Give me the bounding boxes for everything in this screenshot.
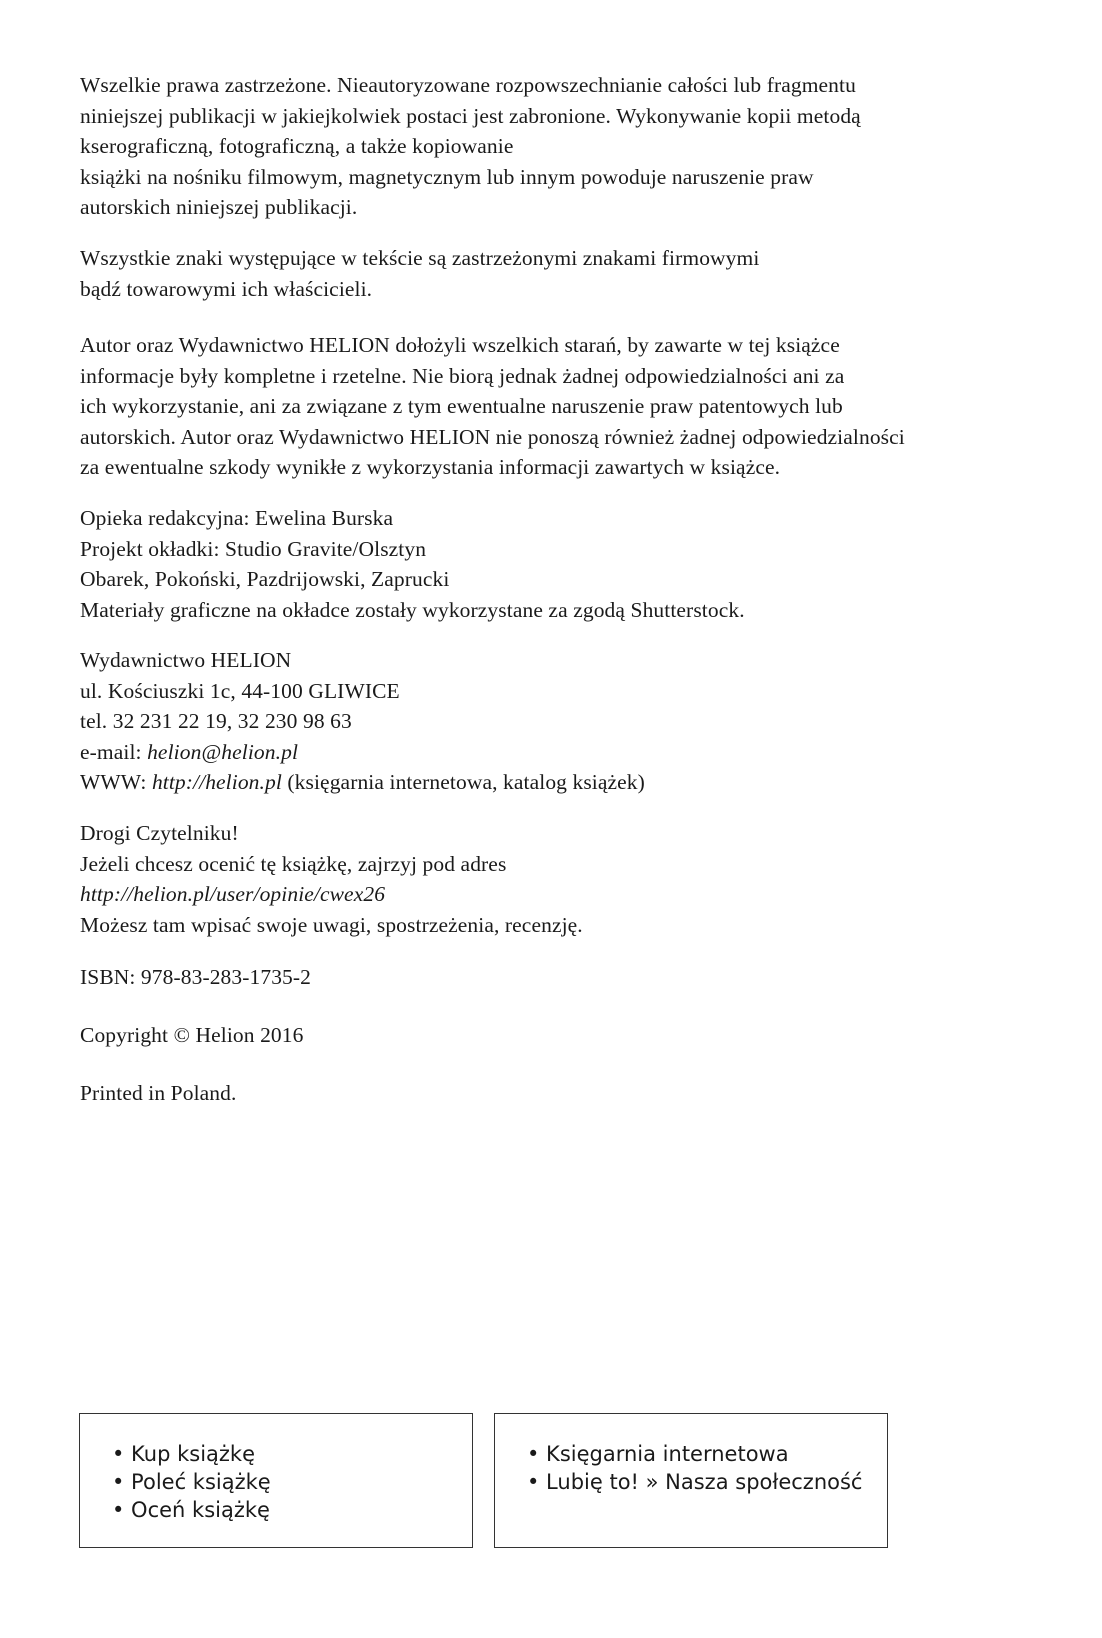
online-bookstore-link[interactable]: • Księgarnia internetowa — [527, 1442, 789, 1466]
community-link[interactable]: • Lubię to! » Nasza społeczność — [527, 1470, 863, 1494]
trademarks-paragraph — [80, 243, 1040, 304]
rights-line: książki na nośniku filmowym, magnetycznym lub innym powoduje naruszenie praw — [80, 164, 814, 189]
www-link[interactable]: http://helion.pl — [151, 770, 282, 794]
isbn-paragraph — [80, 962, 1040, 993]
community-box — [494, 1413, 888, 1548]
publisher-email-line — [80, 737, 1040, 768]
www-note: (księgarnia internetowa, katalog książek) — [281, 770, 645, 794]
disclaimer-line: informacje były kompletne i rzetelne. Nie biorą jednak żadnej odpowiedzialności ani za — [80, 363, 845, 388]
rate-book-link[interactable]: • Oceń książkę — [112, 1498, 270, 1522]
rights-line: kserograficzną, fotograficzną, a także kopiowanie — [80, 134, 514, 158]
trademarks-line: Wszystkie znaki występujące w tekście są zastrzeżonymi znakami firmowymi — [80, 246, 760, 270]
reader-invite: Jeżeli chcesz ocenić tę książkę, zajrzyj pod adres — [80, 851, 507, 876]
publisher-www-line — [80, 767, 1040, 798]
review-url-link[interactable]: http://helion.pl/user/opinie/cwex26 — [80, 882, 386, 906]
email-link[interactable]: helion@helion.pl — [147, 739, 299, 764]
reader-greeting: Drogi Czytelniku! — [80, 821, 239, 845]
disclaimer-line: za ewentualne szkody wynikłe z wykorzystania informacji zawartych w książce. — [80, 455, 781, 479]
rights-paragraph — [80, 70, 1040, 223]
recommend-book-link[interactable]: • Poleć książkę — [112, 1470, 271, 1494]
disclaimer-line: ich wykorzystanie, ani za związane z tym ewentualne naruszenie praw patentowych lub — [80, 394, 843, 418]
editor-credit: Opieka redakcyjna: Ewelina Burska — [80, 506, 394, 530]
credits-paragraph — [80, 503, 1040, 625]
reader-note: Możesz tam wpisać swoje uwagi, spostrzeżenia, recenzję. — [80, 912, 583, 937]
cover-names: Obarek, Pokoński, Pazdrijowski, Zaprucki — [80, 567, 450, 591]
rights-line: niniejszej publikacji w jakiejkolwiek postaci jest zabronione. Wykonywanie kopii metodą — [80, 103, 861, 128]
copyright-paragraph — [80, 1020, 1040, 1051]
publisher-paragraph — [80, 645, 1040, 798]
publisher-name: Wydawnictwo HELION — [80, 648, 292, 672]
buy-book-link[interactable]: • Kup książkę — [112, 1442, 256, 1466]
copyright-notice: Copyright © Helion 2016 — [80, 1023, 304, 1047]
www-label: WWW: — [80, 770, 152, 794]
publisher-address: ul. Kościuszki 1c, 44-100 GLIWICE — [80, 678, 400, 703]
printed-paragraph — [80, 1078, 1040, 1109]
graphics-credit: Materiały graficzne na okładce zostały wykorzystane za zgodą Shutterstock. — [80, 597, 745, 622]
publisher-phone: tel. 32 231 22 19, 32 230 98 63 — [80, 709, 352, 733]
cover-credit: Projekt okładki: Studio Gravite/Olsztyn — [80, 536, 427, 561]
trademarks-line: bądź towarowymi ich właścicieli. — [80, 276, 373, 301]
book-actions-box — [79, 1413, 473, 1548]
rights-line: autorskich niniejszej publikacji. — [80, 195, 358, 219]
disclaimer-paragraph — [80, 330, 1040, 483]
disclaimer-line: autorskich. Autor oraz Wydawnictwo HELION nie ponoszą również żadnej odpowiedzialności — [80, 424, 905, 449]
rights-line: Wszelkie prawa zastrzeżone. Nieautoryzowane rozpowszechnianie całości lub fragmentu — [80, 73, 856, 97]
printed-notice: Printed in Poland. — [80, 1081, 237, 1105]
disclaimer-line: Autor oraz Wydawnictwo HELION dołożyli wszelkich starań, by zawarte w tej książce — [80, 333, 840, 357]
email-label: e-mail: — [80, 739, 148, 764]
isbn: ISBN: 978-83-283-1735-2 — [80, 965, 312, 989]
reader-paragraph — [80, 818, 1040, 940]
